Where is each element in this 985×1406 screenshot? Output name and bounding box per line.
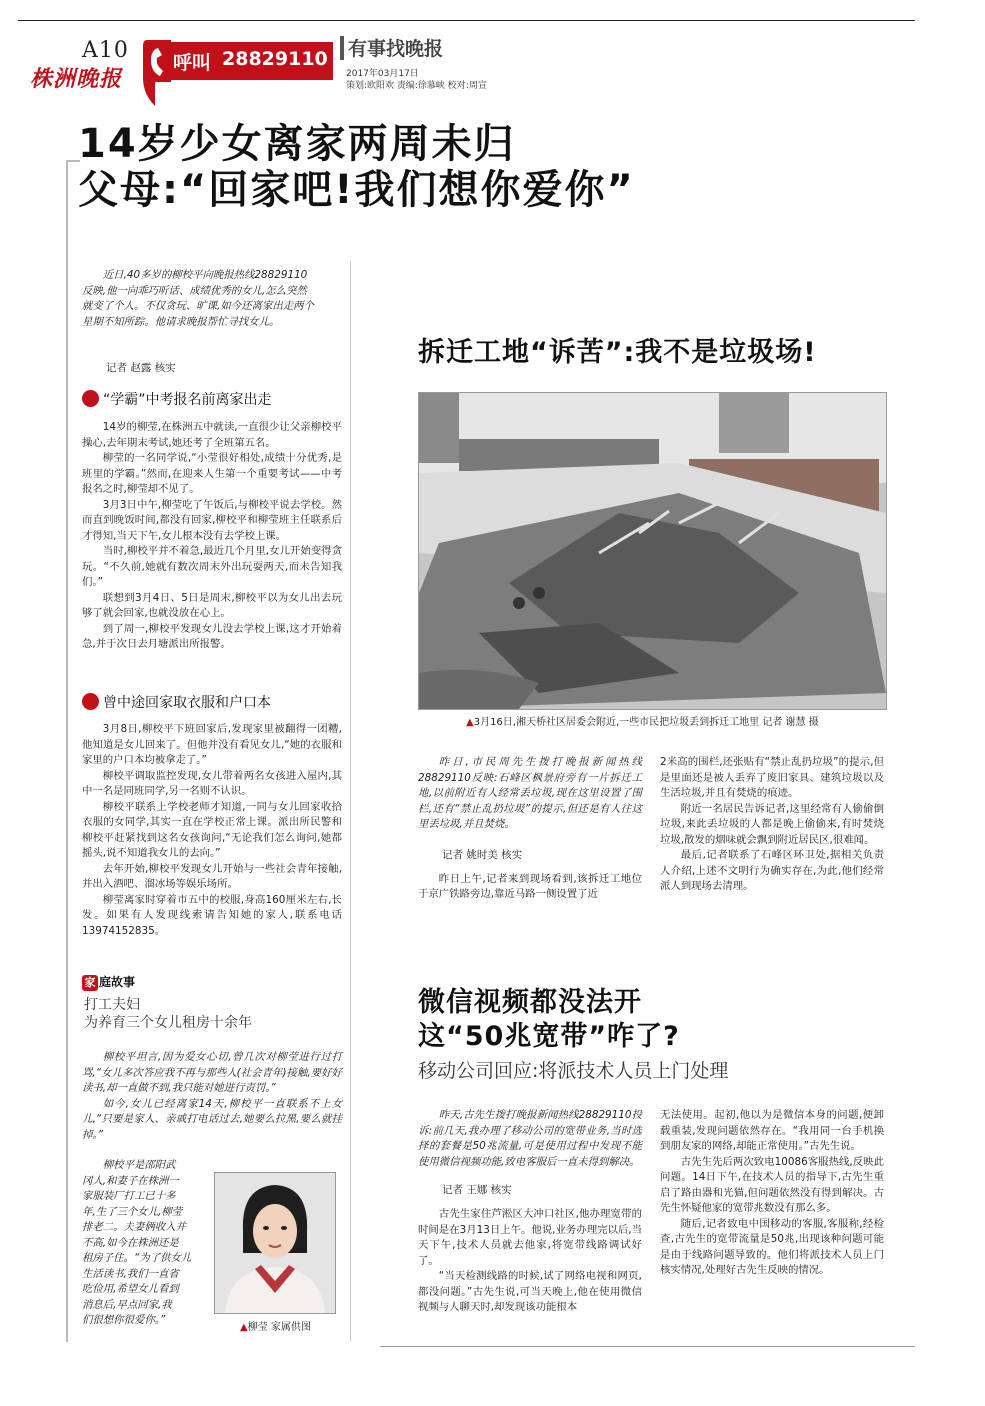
- hotline-number: 28829110: [222, 48, 328, 70]
- paragraph: 附近一名居民告诉记者,这里经常有人偷偷倒垃圾,来此丢垃圾的人都是晚上偷偷来,有时焚烧垃圾,散发的烟味就会飘到附近居民区,很难闻。: [660, 802, 884, 846]
- story3-subhead: 移动公司回应:将派技术人员上门处理: [418, 1060, 729, 1082]
- phone-icon: [141, 38, 171, 110]
- narrow-line: 冈人,和妻子在株洲一: [82, 1174, 179, 1187]
- story3-headline-2: 这“50兆宽带”咋了?: [418, 1021, 680, 1052]
- story3-headline-1: 微信视频都没法开: [418, 987, 642, 1018]
- portrait-caption: [240, 1318, 311, 1333]
- narrow-line: 不高,如今在株洲还是: [82, 1236, 179, 1249]
- paragraph: 柳莹离家时穿着市五中的校服,身高160厘米左右,长发。如果有人发现线索请告知她的家人,联系电话13974152835。: [82, 893, 342, 937]
- column-divider: [350, 262, 351, 1342]
- paragraph: 3月3日中午,柳莹吃了午饭后,与柳校平说去学校。然而直到晚饭时间,都没有回家,柳校平和柳莹班主任联系后才得知,当天下午,女儿根本没有去学校上课。: [82, 498, 342, 542]
- paragraph: 最后,记者联系了石峰区环卫处,据相关负责人介绍,上述不文明行为确实存在,为此,他们经常派人到现场去清理。: [660, 849, 884, 892]
- narrow-line: 年,生了三个女儿,柳莹: [82, 1205, 183, 1218]
- story2-headline: 拆迁工地“诉苦”:我不是垃圾场!: [418, 337, 817, 368]
- lead-line-3: 就变了个人。不仅贪玩、旷课,如今还离家出走两个: [82, 300, 314, 312]
- main-byline: 记者 赵露 核实: [106, 362, 176, 374]
- demolition-site-photo: [418, 392, 887, 710]
- story3-col2: [660, 1108, 884, 1279]
- family-label-rest: 庭故事: [99, 975, 136, 989]
- lead-line-4: 星期不知所踪。他请求晚报帮忙寻找女儿。: [82, 315, 280, 328]
- family-narrow-body: [82, 1158, 208, 1329]
- editor-credits: 策划:欧阳欢 责编:徐慕峡 校对:周宣: [346, 81, 487, 91]
- paragraph: 3月8日,柳校平下班回家后,发现家里被翻得一团糟,他知道是女儿回来了。但他并没有看见女儿,“她的衣服和家里的户口本均被拿走了。”: [82, 723, 342, 766]
- story3-col1: [418, 1108, 642, 1316]
- paragraph: 古先生家住芦淞区大冲口社区,他办理宽带的时间是在3月13日上午。他说,业务办理完以后,当天下午,技术人员就去他家,将宽带线路调试好了。: [418, 1208, 642, 1267]
- narrow-line: 们很想你很爱你。”: [82, 1314, 166, 1326]
- paragraph: 去年开始,柳校平发现女儿开始与一些社会青年接触,并出入酒吧、溜冰场等娱乐场所。: [82, 862, 342, 890]
- narrow-line: 租房子住。“为了供女儿: [82, 1252, 192, 1264]
- family-badge: 家: [82, 975, 98, 991]
- subhead-1: [82, 389, 272, 409]
- story3-byline: 记者 王娜 核实: [442, 1184, 512, 1196]
- hotline-box: [169, 42, 333, 80]
- girl-portrait-photo: [214, 1172, 336, 1314]
- family-story-label: [82, 973, 135, 991]
- subhead-2-text: 曾中途回家取衣服和户口本: [103, 695, 271, 711]
- section-1-body: [82, 420, 342, 653]
- story2-col1: [418, 755, 642, 903]
- caption-triangle-icon: ▲: [240, 1322, 248, 1333]
- issue-date: 2017年03月17日: [346, 69, 419, 79]
- paragraph: 无法使用。起初,他以为是微信本身的问题,便卸载重装,发现问题依然存在。“我用同一台手机换到朋友家的网络,却能正常使用。”古先生说。: [660, 1109, 884, 1152]
- paragraph: 随后,记者致电中国移动的客服,客服称,经检查,古先生的宽带流量是50兆,出现该种问题可能是由于线路问题导致的。他们将派技术人员上门核实情况,处理好古先生反映的情况。: [660, 1217, 884, 1276]
- subhead-1-text: “学霸”中考报名前离家出走: [103, 392, 272, 408]
- lead-line-2: 反映,他一向乖巧听话、成绩优秀的女儿,怎么突然: [82, 284, 307, 297]
- section-2-body: [82, 722, 342, 939]
- page-number: A10: [82, 38, 129, 63]
- column-border: [66, 160, 68, 1342]
- lead-line-1: 近日,40多岁的柳校平向晚报热线28829110: [102, 269, 308, 281]
- main-lead: [82, 268, 342, 330]
- narrow-line: 消息后,早点回家,我: [82, 1298, 172, 1311]
- paragraph: 柳校平联系上学校老师才知道,一同与女儿回家收拾衣服的女同学,其实一直在学校正常上课。派出所民警和柳校平赶紧找到这名女孩询问,“无论我们怎么询问,她都摇头,说不知道我女儿的去向。”: [82, 800, 342, 859]
- newspaper-name: 株洲晚报: [30, 66, 123, 92]
- paragraph: 如今,女儿已经离家14天,柳校平一直联系不上女儿,“只要是家人、亲戚打电话过去,她要么拉黑,要么就挂掉。”: [82, 1097, 342, 1141]
- narrow-line: 家服装厂打工已十多: [82, 1190, 176, 1202]
- family-title-2: 为养育三个女儿租房十余年: [84, 1015, 252, 1031]
- story2-lead: 昨日,市民周先生拨打晚报新闻热线28829110反映:石峰区枫景府旁有一片拆迁工地,以前附近有人经常丢垃圾,现在这里设置了围栏,还有“禁止乱扔垃圾”的提示,但还是有人往这里丢垃圾,并且焚烧。: [418, 756, 642, 830]
- paragraph: 到了周一,柳校平发现女儿没去学校上课,这才开始着急,并于次日去月塘派出所报警。: [82, 622, 342, 650]
- paragraph: 当时,柳校平并不着急,最近几个月里,女儿开始变得贪玩。“不久前,她就有数次周末外出玩耍两天,而未告知我们。”: [82, 545, 342, 588]
- site-photo-caption: [466, 713, 819, 728]
- subhead-2: [82, 692, 271, 712]
- family-title-1: 打工夫妇: [84, 997, 140, 1013]
- hotline-banner: [141, 38, 333, 110]
- narrow-line: 柳校平是邵阳武: [102, 1159, 176, 1171]
- portrait-illustration: [215, 1173, 335, 1313]
- bottom-rule: [380, 1346, 915, 1347]
- paragraph: 柳校平坦言,因为爱女心切,曾几次对柳莹进行过打骂,“女儿多次答应我不再与那些人(社会青年)接触,要好好读书,却一直做不到,我只能对她进行责罚。”: [82, 1051, 342, 1094]
- narrow-line: 吃俭用,希望女儿看到: [82, 1283, 179, 1295]
- site-photo-caption-text: 3月16日,湘天桥社区居委会附近,一些市民把垃圾丢到拆迁工地里 记者 谢慧 摄: [473, 717, 819, 728]
- section-name: 有事找晚报: [348, 38, 444, 60]
- section-marker: [340, 36, 344, 60]
- story2-body: 昨日上午,记者来到现场看到,该拆迁工地位于京广铁路旁边,靠近马路一侧设置了近: [418, 872, 642, 900]
- paragraph: 柳莹的一名同学说,“小莹很好相处,成绩十分优秀,是班里的学霸。”然而,在迎来人生第一个重要考试——中考报名之时,柳莹却不见了。: [82, 452, 342, 495]
- paragraph: 14岁的柳莹,在株洲五中就读,一直很少让父亲柳校平操心,去年期末考试,她还考了全班第五名。: [82, 421, 342, 449]
- family-body: [82, 1050, 342, 1143]
- story2-col2: [660, 755, 884, 895]
- portrait-caption-text: 柳莹 家属供图: [247, 1322, 311, 1333]
- paragraph: 2米高的围栏,还张贴有“禁止乱扔垃圾”的提示,但是里面还是被人丢弃了废旧家具、建筑垃圾以及生活垃圾,并且有焚烧的痕迹。: [660, 756, 884, 799]
- red-dot-icon: [82, 390, 99, 407]
- story3-lead: 昨天,古先生拨打晚报新闻热线28829110投诉:前几天,我办理了移动公司的宽带业务,当时选择的套餐是50兆流量,可是使用过程中发现不能使用微信视频功能,致电客服后一直未得到解决。: [418, 1109, 642, 1168]
- top-rule: [18, 20, 915, 21]
- paragraph: 古先生先后两次致电10086客服热线,反映此问题。14日下午,在技术人员的指导下,古先生重启了路由器和光猫,但问题依然没有得到解决。古先生怀疑他家的宽带兆数没有那么多。: [660, 1155, 884, 1214]
- narrow-line: 生活读书,我们一直省: [82, 1267, 179, 1280]
- paragraph: 联想到3月4日、5日是周末,柳校平以为女儿出去玩够了就会回家,也就没放在心上。: [82, 591, 342, 619]
- paragraph: 柳校平调取监控发现,女儿带着两名女孩进入屋内,其中一名是同班同学,另一名则不认识。: [82, 769, 342, 797]
- caption-triangle-icon: ▲: [466, 717, 474, 728]
- paragraph: “当天检测线路的时候,试了网络电视和网页,都没问题。”古先生说,可当天晚上,他在使用微信视频与人聊天时,却发现该功能根本: [418, 1270, 642, 1313]
- main-headline-1: 14岁少女离家两周未归: [78, 121, 516, 167]
- site-illustration: [419, 393, 886, 709]
- story2-byline: 记者 姚时美 核实: [442, 848, 523, 861]
- main-headline-2: 父母:“回家吧!我们想你爱你”: [78, 167, 635, 213]
- red-dot-icon: [82, 693, 99, 710]
- hotline-label: 呼叫: [173, 52, 212, 74]
- narrow-line: 排老二。夫妻俩收入并: [82, 1221, 186, 1233]
